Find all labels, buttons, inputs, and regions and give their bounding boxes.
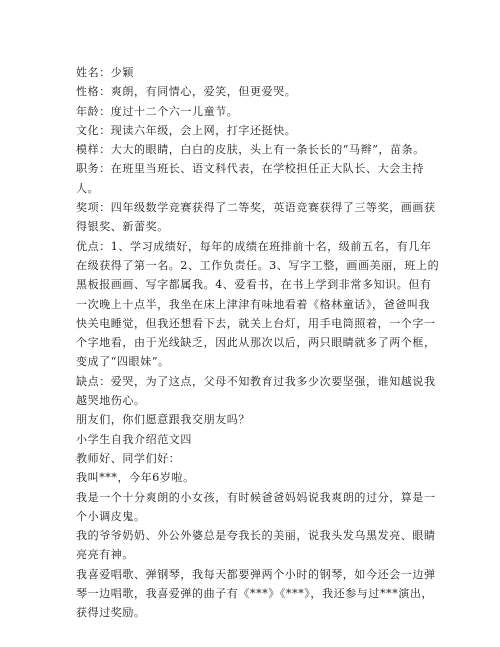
friends-line: 朋友们，你们愿意跟我交朋友吗？ bbox=[76, 413, 250, 427]
section-heading: 小学生自我介绍范文四 bbox=[76, 432, 192, 446]
family-paragraph: 我的爷爷奶奶、外公外婆总是夸我长的美丽，说我头发乌黑发亮、眼睛亮亮有神。 bbox=[76, 529, 436, 562]
age-line: 年龄：度过十二个六一儿童节。 bbox=[76, 104, 239, 118]
intro-line: 我叫***，今年6岁啦。 bbox=[76, 471, 195, 485]
name-line: 姓名：少颖 bbox=[76, 66, 134, 79]
greeting-line: 教师好、同学们好： bbox=[76, 451, 181, 465]
hobbies-paragraph: 我喜爱唱歌、弹钢琴，我每天都要弹两个小时的钢琴，如今还会一边弹琴一边唱歌，我喜爱弹的曲子有《***》《***》，我还参与过***演出，获得过奖励。 bbox=[76, 567, 436, 620]
personality-line: 性格：爽朗，有同情心，爱笑，但更爱哭。 bbox=[76, 85, 297, 99]
awards-paragraph: 奖项：四年级数学竞赛获得了二等奖，英语竞赛获得了三等奖，画画获得银奖、新蕾奖。 bbox=[76, 201, 436, 234]
weakness-paragraph: 缺点：爱哭，为了这点，父母不知教育过我多少次要坚强，谁知越说我越哭地伤心。 bbox=[76, 374, 436, 408]
appearance-line: 模样：大大的眼睛，白白的皮肤，头上有一条长长的“马辫”，苗条。 bbox=[76, 143, 425, 157]
education-line: 文化：现读六年级，会上网，打字还挺快。 bbox=[76, 123, 297, 137]
character-paragraph: 我是一个十分爽朗的小女孩，有时候爸爸妈妈说我爽朗的过分，算是一个小调皮鬼。 bbox=[76, 490, 436, 523]
strengths-paragraph: 优点：1、学习成绩好，每年的成绩在班排前十名，级前五名，有几年在级获得了第一名。2、工作负责任。3、写字工整，画画美丽，班上的黑板报画画、写字都属我。4、爱看书，在书上学到非常多知识。但有一次晚上十点半，我坐在床上津津有味地看着《格林童话》，爸爸叫我快关电睡觉，但我还想看下去，就关上台灯，用手电筒照着，一个字一个字地看，由于光线缺乏，因此从那次以后，两只眼睛就多了两个框，变成了“四眼妹”。 bbox=[76, 239, 440, 369]
duties-line: 职务：在班里当班长、语文科代表，在学校担任正大队长、大会主持人。 bbox=[76, 162, 424, 195]
